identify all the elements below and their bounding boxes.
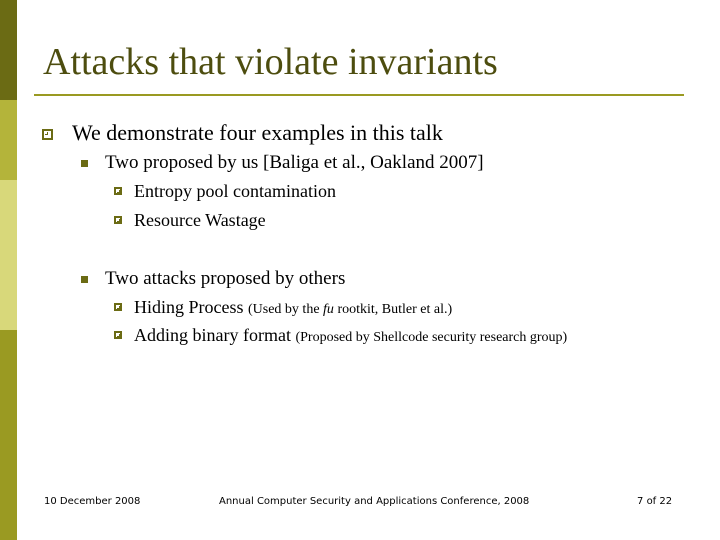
footer-page-number	[637, 496, 672, 507]
solid-square-bullet-icon	[81, 160, 88, 167]
hollow-square-bullet-icon	[42, 129, 53, 140]
footer-conference: Annual Computer Security and Applications Conference, 2008	[219, 496, 530, 507]
group2-item-binary	[134, 325, 567, 346]
group2-item-binary-main: Adding binary format	[134, 325, 291, 345]
note-prefix: (Used by the	[248, 302, 324, 317]
main-bullet-text: We demonstrate four examples in this talk	[72, 120, 443, 145]
hollow-square-bullet-icon	[114, 331, 122, 339]
group1-heading: Two proposed by us [Baliga et al., Oakland 2007]	[105, 152, 484, 173]
hollow-square-bullet-icon	[114, 216, 122, 224]
group2-item-binary-note: (Proposed by Shellcode security research group)	[295, 330, 568, 345]
group1-item-resource: Resource Wastage	[134, 210, 266, 230]
page-current: 7	[637, 496, 644, 507]
slide-title: Attacks that violate invariants	[43, 41, 498, 83]
page-total: 22	[659, 496, 673, 507]
footer-date: 10 December 2008	[44, 496, 141, 507]
note-emphasis: fu	[323, 302, 334, 317]
page-of: of	[646, 496, 657, 507]
sidebar-band-light	[0, 180, 17, 330]
sidebar-band-dark	[0, 0, 17, 100]
decorative-sidebar	[0, 0, 17, 540]
sidebar-band-mid	[0, 100, 17, 180]
note-suffix: rootkit, Butler et al.)	[333, 302, 453, 317]
title-divider	[34, 94, 684, 96]
sidebar-band-olive	[0, 330, 17, 540]
hollow-square-bullet-icon	[114, 187, 122, 195]
hollow-square-bullet-icon	[114, 303, 122, 311]
group2-heading: Two attacks proposed by others	[105, 268, 346, 289]
solid-square-bullet-icon	[81, 276, 88, 283]
group1-item-entropy: Entropy pool contamination	[134, 181, 336, 201]
group2-item-hiding-main: Hiding Process	[134, 297, 244, 317]
group2-item-hiding	[134, 297, 452, 318]
group2-item-hiding-note	[248, 302, 452, 317]
